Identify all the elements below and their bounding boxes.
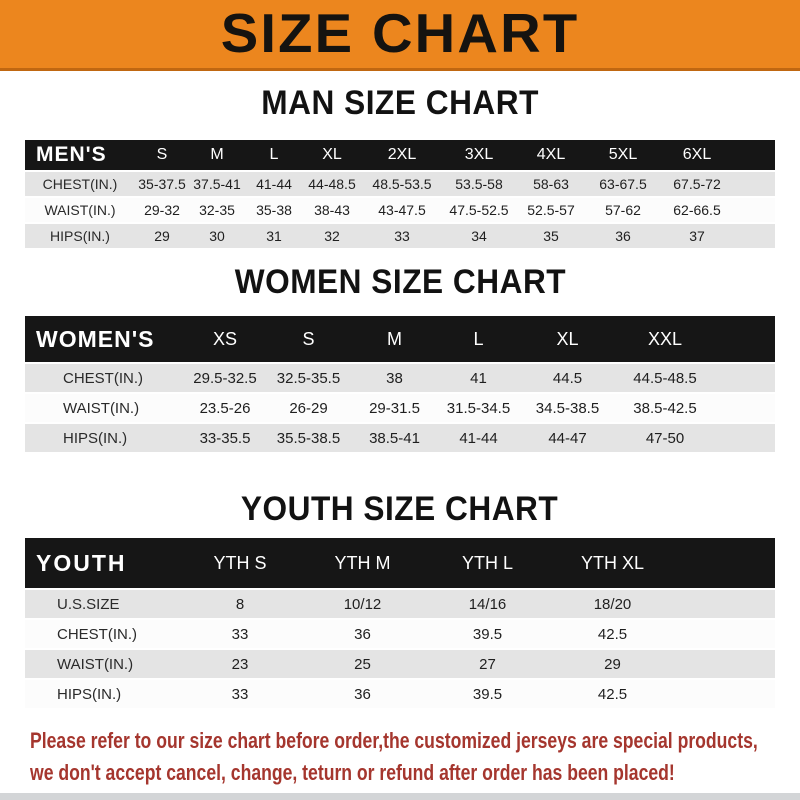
row-spacer-cell <box>735 223 775 249</box>
table-row <box>25 619 775 649</box>
men-section-heading: MAN SIZE CHART <box>261 82 539 123</box>
row-spacer-cell <box>675 679 775 709</box>
banner-title: SIZE CHART <box>220 3 580 65</box>
size-value-cell: 27 <box>425 649 550 679</box>
size-value-cell: 34 <box>443 223 515 249</box>
row-spacer-cell <box>675 619 775 649</box>
size-value-cell: 36 <box>300 679 425 709</box>
row-spacer-cell <box>715 423 775 453</box>
table-row <box>25 393 775 423</box>
size-value-cell: 38.5-42.5 <box>615 393 715 423</box>
size-column-header: S <box>265 316 352 363</box>
size-column-header: 3XL <box>443 140 515 171</box>
size-value-cell: 37 <box>659 223 735 249</box>
row-label-cell: CHEST(IN.) <box>25 619 180 649</box>
size-value-cell: 31 <box>245 223 303 249</box>
table-row <box>25 223 775 249</box>
size-value-cell: 29-32 <box>135 197 189 223</box>
size-column-header: 2XL <box>361 140 443 171</box>
row-label-cell: CHEST(IN.) <box>25 171 135 197</box>
table-row <box>25 589 775 619</box>
table-corner-label: YOUTH <box>25 538 180 589</box>
row-label-cell: WAIST(IN.) <box>25 197 135 223</box>
size-value-cell: 63-67.5 <box>587 171 659 197</box>
size-value-cell: 48.5-53.5 <box>361 171 443 197</box>
size-value-cell: 35.5-38.5 <box>265 423 352 453</box>
men-size-table <box>25 140 775 250</box>
size-value-cell: 35-38 <box>245 197 303 223</box>
size-column-header: XXL <box>615 316 715 363</box>
size-value-cell: 57-62 <box>587 197 659 223</box>
size-column-header: YTH S <box>180 538 300 589</box>
footer-line-2: we don't accept cancel, change, teturn or refund after order has been placed! <box>30 760 675 785</box>
size-value-cell: 41 <box>437 363 520 393</box>
size-column-header: XS <box>185 316 265 363</box>
size-value-cell: 47-50 <box>615 423 715 453</box>
size-column-header: XL <box>520 316 615 363</box>
table-header-row <box>25 140 775 171</box>
size-column-header: YTH M <box>300 538 425 589</box>
row-spacer-cell <box>675 649 775 679</box>
size-column-header: YTH XL <box>550 538 675 589</box>
row-label-cell: HIPS(IN.) <box>25 679 180 709</box>
table-corner-label: MEN'S <box>25 140 135 171</box>
size-column-header: 4XL <box>515 140 587 171</box>
size-value-cell: 29 <box>550 649 675 679</box>
size-value-cell: 43-47.5 <box>361 197 443 223</box>
size-value-cell: 32.5-35.5 <box>265 363 352 393</box>
size-value-cell: 35-37.5 <box>135 171 189 197</box>
size-column-header: M <box>189 140 245 171</box>
table-header-row <box>25 538 775 589</box>
footer-disclaimer <box>30 725 774 789</box>
size-value-cell: 58-63 <box>515 171 587 197</box>
size-value-cell: 18/20 <box>550 589 675 619</box>
size-value-cell: 33 <box>180 679 300 709</box>
size-value-cell: 31.5-34.5 <box>437 393 520 423</box>
size-value-cell: 42.5 <box>550 619 675 649</box>
size-value-cell: 23 <box>180 649 300 679</box>
row-label-cell: HIPS(IN.) <box>25 423 185 453</box>
row-spacer-cell <box>735 171 775 197</box>
table-header-row <box>25 316 775 363</box>
table-row <box>25 171 775 197</box>
size-value-cell: 39.5 <box>425 619 550 649</box>
size-value-cell: 44.5-48.5 <box>615 363 715 393</box>
size-value-cell: 38 <box>352 363 437 393</box>
header-spacer-cell <box>715 316 775 363</box>
size-chart-banner <box>0 0 800 71</box>
size-value-cell: 33 <box>180 619 300 649</box>
size-value-cell: 38.5-41 <box>352 423 437 453</box>
size-column-header: 5XL <box>587 140 659 171</box>
table-row <box>25 649 775 679</box>
size-value-cell: 32-35 <box>189 197 245 223</box>
size-column-header: 6XL <box>659 140 735 171</box>
size-value-cell: 10/12 <box>300 589 425 619</box>
size-value-cell: 30 <box>189 223 245 249</box>
women-section-heading: WOMEN SIZE CHART <box>234 261 566 302</box>
row-label-cell: U.S.SIZE <box>25 589 180 619</box>
size-value-cell: 47.5-52.5 <box>443 197 515 223</box>
size-value-cell: 62-66.5 <box>659 197 735 223</box>
row-label-cell: HIPS(IN.) <box>25 223 135 249</box>
row-label-cell: WAIST(IN.) <box>25 393 185 423</box>
size-value-cell: 33-35.5 <box>185 423 265 453</box>
row-label-cell: WAIST(IN.) <box>25 649 180 679</box>
size-value-cell: 25 <box>300 649 425 679</box>
size-column-header: L <box>437 316 520 363</box>
size-value-cell: 34.5-38.5 <box>520 393 615 423</box>
size-value-cell: 14/16 <box>425 589 550 619</box>
table-row <box>25 423 775 453</box>
size-value-cell: 8 <box>180 589 300 619</box>
size-value-cell: 44.5 <box>520 363 615 393</box>
footer-line-1: Please refer to our size chart before order,the customized jerseys are special products, <box>30 728 758 753</box>
size-value-cell: 29.5-32.5 <box>185 363 265 393</box>
table-row <box>25 363 775 393</box>
header-spacer-cell <box>675 538 775 589</box>
row-spacer-cell <box>735 197 775 223</box>
row-spacer-cell <box>715 393 775 423</box>
size-value-cell: 36 <box>300 619 425 649</box>
size-column-header: S <box>135 140 189 171</box>
table-row <box>25 197 775 223</box>
size-value-cell: 39.5 <box>425 679 550 709</box>
size-value-cell: 37.5-41 <box>189 171 245 197</box>
row-spacer-cell <box>675 589 775 619</box>
size-value-cell: 52.5-57 <box>515 197 587 223</box>
size-value-cell: 44-48.5 <box>303 171 361 197</box>
size-value-cell: 29 <box>135 223 189 249</box>
size-value-cell: 67.5-72 <box>659 171 735 197</box>
size-value-cell: 38-43 <box>303 197 361 223</box>
size-value-cell: 33 <box>361 223 443 249</box>
size-value-cell: 41-44 <box>437 423 520 453</box>
youth-section-heading: YOUTH SIZE CHART <box>241 488 559 529</box>
size-value-cell: 53.5-58 <box>443 171 515 197</box>
size-value-cell: 23.5-26 <box>185 393 265 423</box>
row-spacer-cell <box>715 363 775 393</box>
size-column-header: XL <box>303 140 361 171</box>
table-row <box>25 679 775 709</box>
size-value-cell: 42.5 <box>550 679 675 709</box>
bottom-edge-strip <box>0 793 800 800</box>
size-column-header: M <box>352 316 437 363</box>
size-value-cell: 41-44 <box>245 171 303 197</box>
size-column-header: L <box>245 140 303 171</box>
youth-size-table <box>25 538 775 710</box>
header-spacer-cell <box>735 140 775 171</box>
size-value-cell: 44-47 <box>520 423 615 453</box>
size-value-cell: 32 <box>303 223 361 249</box>
size-value-cell: 29-31.5 <box>352 393 437 423</box>
table-corner-label: WOMEN'S <box>25 316 185 363</box>
size-value-cell: 35 <box>515 223 587 249</box>
size-value-cell: 26-29 <box>265 393 352 423</box>
size-value-cell: 36 <box>587 223 659 249</box>
row-label-cell: CHEST(IN.) <box>25 363 185 393</box>
size-column-header: YTH L <box>425 538 550 589</box>
women-size-table <box>25 316 775 454</box>
